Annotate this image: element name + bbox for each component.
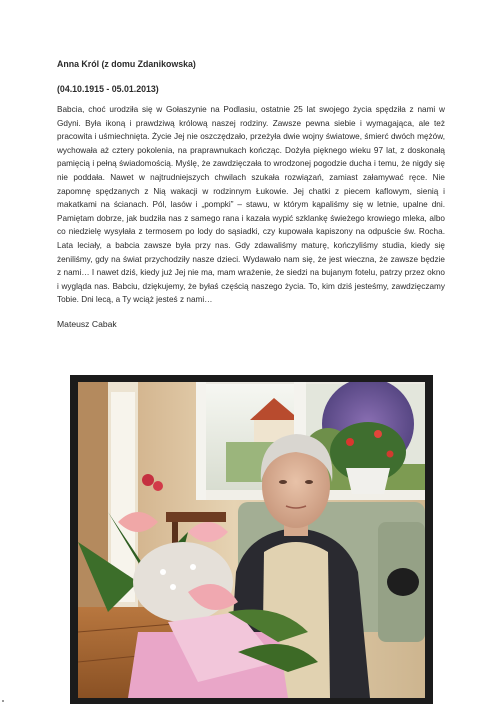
life-dates: (04.10.1915 - 05.01.2013) — [57, 84, 159, 94]
photo-frame — [70, 375, 433, 704]
portrait-illustration — [78, 382, 425, 698]
portrait-photo — [78, 382, 425, 698]
author-signature: Mateusz Cabak — [57, 318, 117, 329]
memorial-text — [57, 58, 445, 330]
memorial-paragraph: Babcia, choć urodziła się w Gołaszynie na Podlasiu, ostatnie 25 lat swojego życia spędziła z nami w Gdyni. Była ikoną i prawdziwą królową naszej rodziny. Zawsze pewna siebie i wymagająca, ale też pracowita i uśmiechnięta. Życie Jej nie oszczędzało, przeżyła dwie wojny światowe, śmierć dwóch mężów, wychowała aż cztery pokolenia, na praprawnukach kończąc. Dożyła pięknego wieku 97 lat, z doskonałą pamięcią i pełną świadomością. Myślę, że zawdzięczała to wrodzonej pogodzie ducha i temu, że nigdy się nie poddała. Nawet w najtrudniejszych chwilach szukała rozwiązań, zamiast załamywać ręce. Nie zapomnę spędzanych z Nią wakacji w rodzinnym Łukowie. Jej chatki z piecem kaflowym, sienią i makatkami na ścianach. Pól, lasów i „pompki” – stawu, w którym kąpaliśmy się w letnie, upalne dni. Pamiętam dobrze, jak budziła nas z samego rana i kazała wypić szklankę świeżego krowiego mleka, albo co niedzielę wysyłała z termosem po lody do sąsiadki, czy kupowała kapiszony na odpuście św. Rocha. Lata leciały, a babcia zawsze była przy nas. Gdy zdawaliśmy maturę, kończyliśmy studia, kiedy się żeniliśmy, gdy na świat przychodziły nasze dzieci. Wydawało nam się, że jest wieczna, że zawsze będzie z nami… I nawet dziś, kiedy już Jej nie ma, mam wrażenie, że siedzi na bujanym fotelu, patrzy przez okno i wygląda nas. Babciu, dziękujemy, że byłaś częścią naszego życia. To, kim dziś jesteśmy, zawdzięczamy Tobie. Dni lecą, a Ty wciąż jesteś z nami… — [57, 105, 445, 305]
scan-speck — [2, 700, 4, 702]
document-title: Anna Król (z domu Zdanikowska) — [57, 59, 196, 69]
